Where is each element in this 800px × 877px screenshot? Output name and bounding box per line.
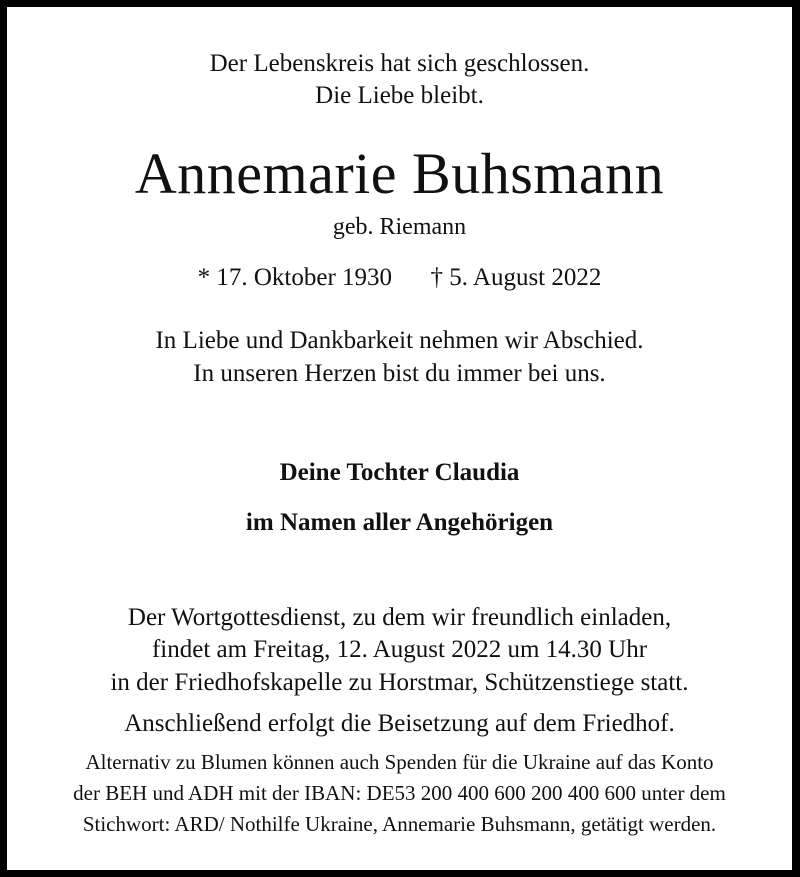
service-line-1: Der Wortgottesdienst, zu dem wir freundlich einladen, (127, 604, 672, 631)
donation-line-2: der BEH und ADH mit der IBAN: DE53 200 400 600 200 400 600 unter dem (73, 781, 726, 805)
donation-line-1: Alternativ zu Blumen können auch Spenden für die Ukraine auf das Konto (85, 750, 714, 774)
mourner-line-1: Deine Tochter Claudia (279, 459, 520, 486)
intro-line-1: Der Lebenskreis hat sich geschlossen. (209, 50, 590, 77)
donation-line-3: Stichwort: ARD/ Nothilfe Ukraine, Annemarie Buhsmann, getätigt werden. (82, 812, 717, 836)
service-line-2: findet am Freitag, 12. August 2022 um 14.30 Uhr (151, 636, 648, 663)
service-line-4: Anschließend erfolgt die Beisetzung auf dem Friedhof. (124, 710, 675, 737)
mourner-line-2: im Namen aller Angehörigen (245, 509, 554, 536)
death-date: † 5. August 2022 (430, 264, 602, 291)
life-dates (7, 264, 792, 292)
maiden-name: geb. Riemann (332, 214, 467, 240)
obituary-notice (7, 7, 792, 870)
deceased-name: Annemarie Buhsmann (134, 141, 665, 206)
farewell-line-1: In Liebe und Dankbarkeit nehmen wir Abschied. (155, 327, 644, 354)
service-line-3: in der Friedhofskapelle zu Horstmar, Schützenstiege statt. (110, 669, 689, 696)
intro-line-2: Die Liebe bleibt. (315, 82, 484, 109)
farewell-line-2: In unseren Herzen bist du immer bei uns. (193, 360, 606, 387)
birth-date: * 17. Oktober 1930 (197, 264, 393, 291)
